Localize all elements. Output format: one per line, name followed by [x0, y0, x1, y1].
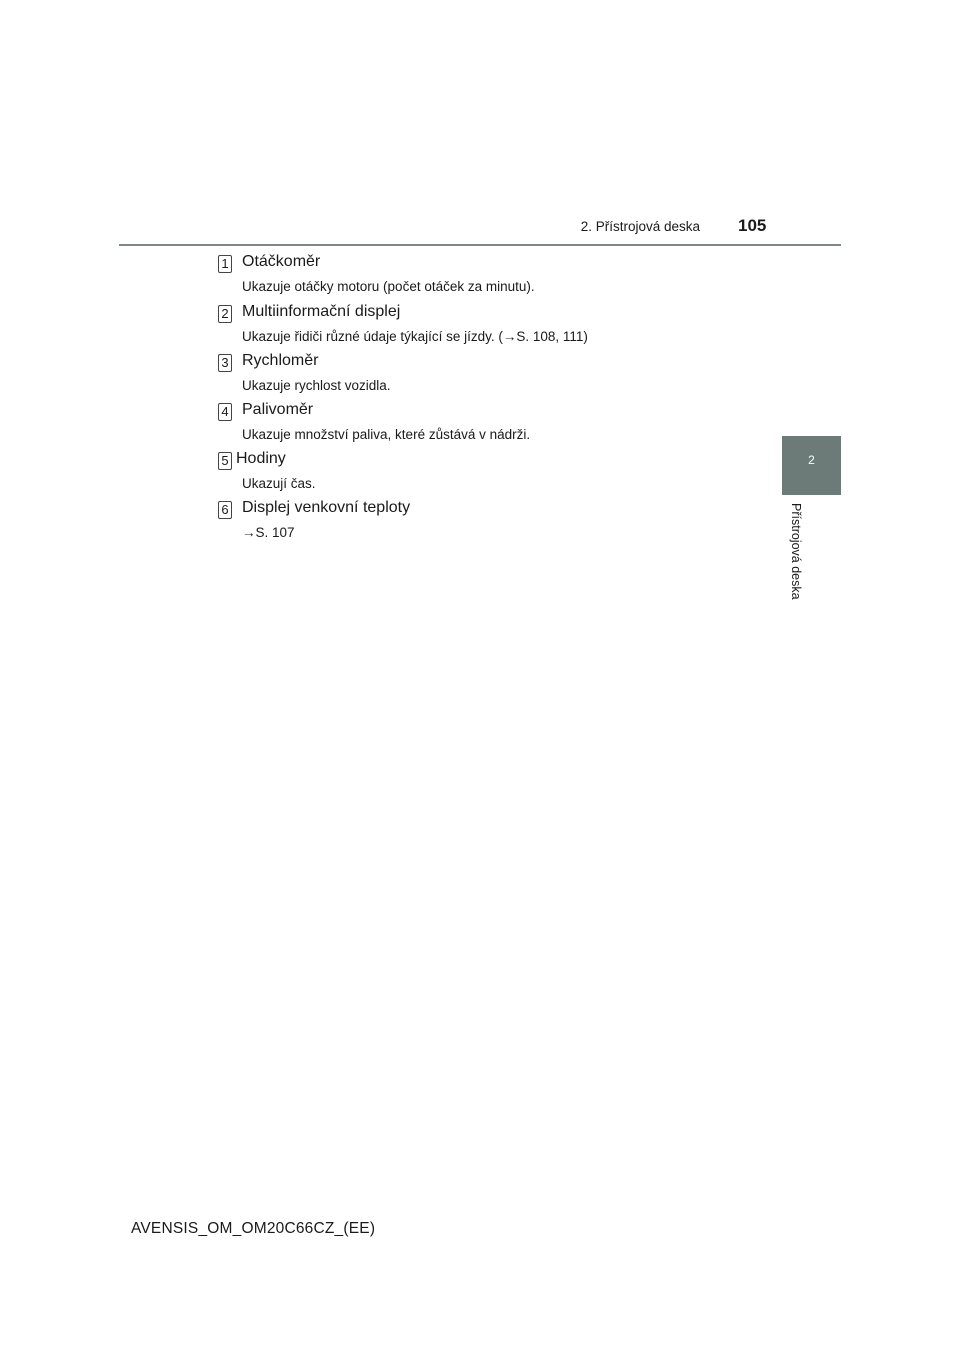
item-number-badge: 3: [218, 354, 232, 372]
list-item-speedometer: [218, 352, 778, 393]
item-page-reference: →S. 107: [242, 525, 295, 540]
list-item-multi-information-display: [218, 303, 778, 344]
item-number-badge: 1: [218, 255, 232, 273]
list-item-clock: [218, 450, 778, 491]
list-item-outside-temperature-display: [218, 499, 778, 540]
item-number-badge: 4: [218, 403, 232, 421]
item-title: Multiinformační displej: [242, 303, 401, 320]
item-title: Displej venkovní teploty: [242, 499, 411, 516]
item-description: Ukazuje množství paliva, které zůstává v nádrži.: [242, 427, 531, 442]
header-divider: [119, 244, 841, 246]
item-number-badge: 5: [218, 452, 232, 470]
item-number-badge: 6: [218, 501, 232, 519]
item-description: Ukazují čas.: [242, 476, 316, 491]
item-description: Ukazuje otáčky motoru (počet otáček za minutu).: [242, 279, 535, 294]
item-number-badge: 2: [218, 305, 232, 323]
page-number: 105: [738, 216, 767, 235]
item-description: Ukazuje rychlost vozidla.: [242, 378, 391, 393]
list-item-fuel-gauge: [218, 401, 778, 442]
item-title: Otáčkoměr: [242, 253, 321, 270]
list-item-tachometer: [218, 253, 778, 294]
item-title: Hodiny: [236, 450, 286, 467]
chapter-tab-number: 2: [808, 453, 815, 467]
item-description-with-page-reference: Ukazuje řidiči různé údaje týkající se jízdy. (→S. 108, 111): [242, 329, 588, 344]
chapter-tab-label: Přístrojová deska: [789, 503, 803, 600]
footer-document-code: AVENSIS_OM_OM20C66CZ_(EE): [131, 1220, 376, 1237]
chapter-tab: [782, 436, 841, 495]
running-header-section: 2. Přístrojová deska: [580, 219, 700, 234]
item-title: Palivoměr: [242, 401, 314, 418]
item-title: Rychloměr: [242, 352, 319, 369]
